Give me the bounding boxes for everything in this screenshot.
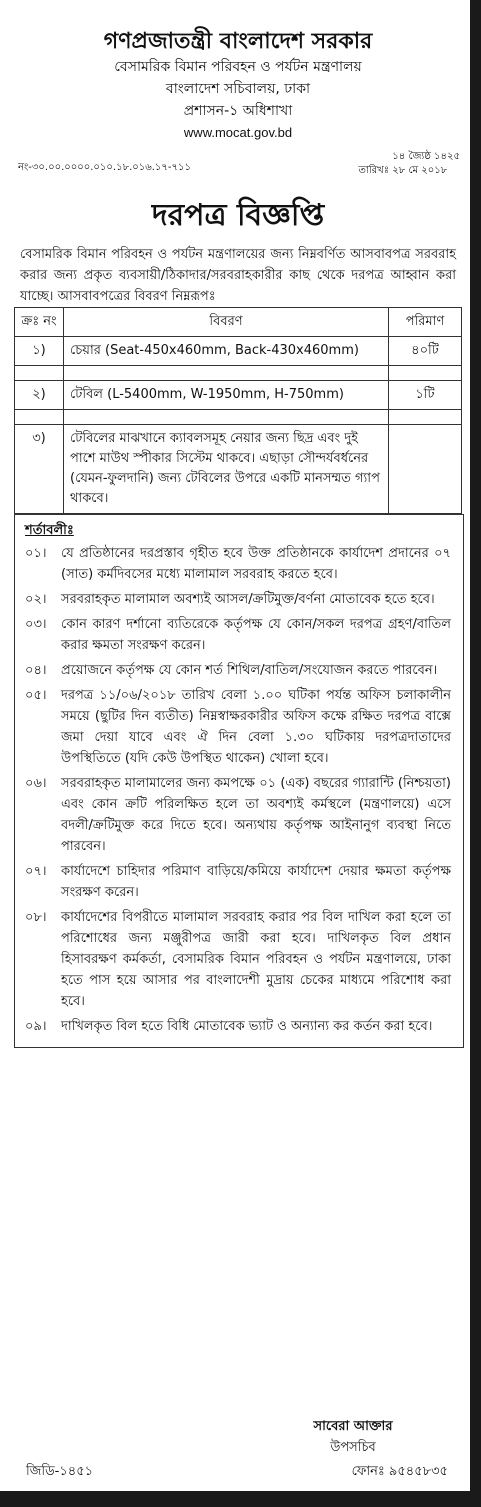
term-text: কার্যাদেশে চাহিদার পরিমাণ বাড়িয়ে/কমিয়ে কার্যাদেশ দেয়ার ক্ষমতা কর্তৃপক্ষ সংরক্ষণ করেন। xyxy=(61,864,451,900)
term-item xyxy=(15,683,463,771)
items-table xyxy=(14,307,462,514)
row-serial: ৩) xyxy=(15,425,64,514)
intro-paragraph: বেসামরিক বিমান পরিবহন ও পর্যটন মন্ত্রণালয়ের জন্য নিম্নবর্ণিত আসবাবপত্র সরবরাহ করার জন্য প্রকৃত ব্যবসায়ী/ঠিকাদার/সরবরাহকারীর কাছ থেকে দরপত্র আহ্বান করা যাচ্ছে। আসবাবপত্রের বিবরণ নিম্নরূপঃ xyxy=(20,247,456,304)
row-description: টেবিলের মাঝখানে ক্যাবলসমূহ নেয়ার জন্য ছিদ্র এবং দুই পাশে মাউথ স্পীকার সিস্টেম থাকবে। এছাড়া সৌন্দর্যবর্ধনের (যেমন-ফুলদানি) জন্য টেবিলের উপরে একটি মানসম্মত গ্যাপ থাকবে। xyxy=(64,425,389,514)
table-row xyxy=(15,337,462,366)
term-text: প্রয়োজনে কর্তৃপক্ষ যে কোন শর্ত শিথিল/বাতিল/সংযোজন করতে পারবেন। xyxy=(61,663,438,678)
term-item xyxy=(15,859,463,905)
term-text: দাখিলকৃত বিল হতে বিধি মোতাবেক ভ্যাট ও অন্যান্য কর কর্তন করা হবে। xyxy=(61,1019,433,1034)
government-name: গণপ্রজাতন্ত্রী বাংলাদেশ সরকার xyxy=(103,29,373,54)
term-item xyxy=(15,658,463,683)
term-number: ০৬। xyxy=(25,776,47,791)
row-description: চেয়ার (Seat-450x460mm, Back-430x460mm) xyxy=(64,337,389,366)
term-text: কার্যাদেশের বিপরীতে মালামাল সরবরাহ করার পর বিল দাখিল করা হলে তা পরিশোধের জন্য মঞ্জুরীপত্র জারী করা হবে। দাখিলকৃত বিল প্রধান হিসাবরক্ষণ কর্মকর্তা, বেসামরিক বিমান পরিবহন ও পর্যটন মন্ত্রণালয়ে, ঢাকা হতে পাস হয়ে আসার পর বাংলাদেশী মুদ্রায় চেকের মাধ্যমে পরিশোধ করা হবে। xyxy=(61,910,451,1009)
term-text: সরবরাহকৃত মালামাল অবশ্যই আসল/ক্রটিমুক্ত/বর্ণনা মোতাবেক হতে হবে। xyxy=(61,592,435,607)
term-item xyxy=(15,771,463,859)
row-quantity xyxy=(389,425,462,514)
date-label: তারিখঃ xyxy=(358,165,390,176)
term-item xyxy=(15,905,463,1014)
date-bangla: ১৪ জ্যৈষ্ঠ ১৪২৫ xyxy=(392,151,460,162)
term-text: কোন কারণ দর্শানো ব্যতিরেকে কর্তৃপক্ষ যে কোন/সকল দরপত্র গ্রহণ/বাতিল করার ক্ষমতা সংরক্ষণ করেন। xyxy=(61,617,451,653)
term-item xyxy=(15,541,463,587)
row-quantity: ১টি xyxy=(389,381,462,410)
date-block xyxy=(358,150,460,178)
term-text: সরবরাহকৃত মালামালের জন্য কমপক্ষে ০১ (এক) বছরের গ্যারান্টি (নিশ্চয়তা) এবং কোন ক্রটি পরিলক্ষিত হলে তা অবশ্যই কর্মস্থলে (মন্ত্রণালয়ে) এসে বদলী/ক্রটিমুক্ত করে দিতে হবে। অন্যথায় কর্তৃপক্ষ আইনানুগ ব্যবস্থা নিতে পারবেন। xyxy=(61,776,451,854)
row-serial: ২) xyxy=(15,381,64,410)
row-quantity: ৪০টি xyxy=(389,337,462,366)
term-number: ০৯। xyxy=(25,1019,47,1034)
term-item xyxy=(15,612,463,658)
notice-page xyxy=(8,0,468,1490)
term-number: ০২। xyxy=(25,592,47,607)
term-text: দরপত্র ১১/০৬/২০১৮ তারিখ বেলা ১.০০ ঘটিকা পর্যন্ত অফিস চলাকালীন সময়ে (ছুটির দিন ব্যতীত) নিম্নস্বাক্ষরকারীর অফিস কক্ষে রক্ষিত দরপত্র বাক্সে জমা দেয়া যাবে এবং ঐ দিন বেলা ১.৩০ ঘটিকায় দরপত্রদাতাদের উপস্থিতিতে (যদি কেউ উপস্থিত থাকেন) খোলা হবে। xyxy=(61,688,451,766)
header-quantity: পরিমাণ xyxy=(389,308,462,337)
reference-row xyxy=(8,148,468,188)
reference-number: নং-৩০.০০.০০০০.০১০.১৮.০১৬.১৭-৭১১ xyxy=(18,162,192,173)
term-number: ০৮। xyxy=(25,910,47,925)
secretariat-name: বাংলাদেশ সচিবালয়, ঢাকা xyxy=(165,81,311,97)
signature-block xyxy=(288,1416,418,1458)
header-serial: ক্রঃ নং xyxy=(15,308,64,337)
gd-code: জিডি-১৪৫১ xyxy=(26,1464,94,1479)
term-number: ০৩। xyxy=(25,617,47,632)
header-description: বিবরণ xyxy=(64,308,389,337)
page-shadow-right xyxy=(470,0,481,1507)
table-row xyxy=(15,425,462,514)
page-shadow-bottom xyxy=(0,1491,481,1507)
terms-section xyxy=(14,514,464,1048)
term-number: ০৪। xyxy=(25,663,47,678)
terms-heading: শর্তাবলীঃ xyxy=(25,523,74,538)
term-text: যে প্রতিষ্ঠানের দরপ্রস্তাব গৃহীত হবে উক্ত প্রতিষ্ঠানকে কার্যাদেশ প্রদানের ০৭ (সাত) কর্মদিবসের মধ্যে মালামাল সরবরাহ করতে হবে। xyxy=(61,546,451,582)
term-item xyxy=(15,1014,463,1039)
term-number: ০৫। xyxy=(25,688,47,703)
notice-title: দরপত্র বিজ্ঞপ্তি xyxy=(151,198,325,233)
row-description: টেবিল (L-5400mm, W-1950mm, H-750mm) xyxy=(64,381,389,410)
term-item xyxy=(15,587,463,612)
row-serial: ১) xyxy=(15,337,64,366)
signatory-designation: উপসচিব xyxy=(330,1440,376,1455)
branch-name: প্রশাসন-১ অধিশাখা xyxy=(183,103,293,119)
table-header-row xyxy=(15,308,462,337)
ministry-name: বেসামরিক বিমান পরিবহন ও পর্যটন মন্ত্রণালয় xyxy=(114,59,362,75)
website-link[interactable]: www.mocat.gov.bd xyxy=(183,125,293,140)
letterhead xyxy=(8,28,468,144)
term-number: ০৭। xyxy=(25,864,47,879)
date-english: ২৮ মে ২০১৮ xyxy=(392,165,448,176)
table-row xyxy=(15,381,462,410)
phone-number: ফোনঃ ৯৫৪৫৮৩৫ xyxy=(351,1464,448,1479)
term-number: ০১। xyxy=(25,546,47,561)
signatory-name: সাবেরা আক্তার xyxy=(313,1419,393,1434)
